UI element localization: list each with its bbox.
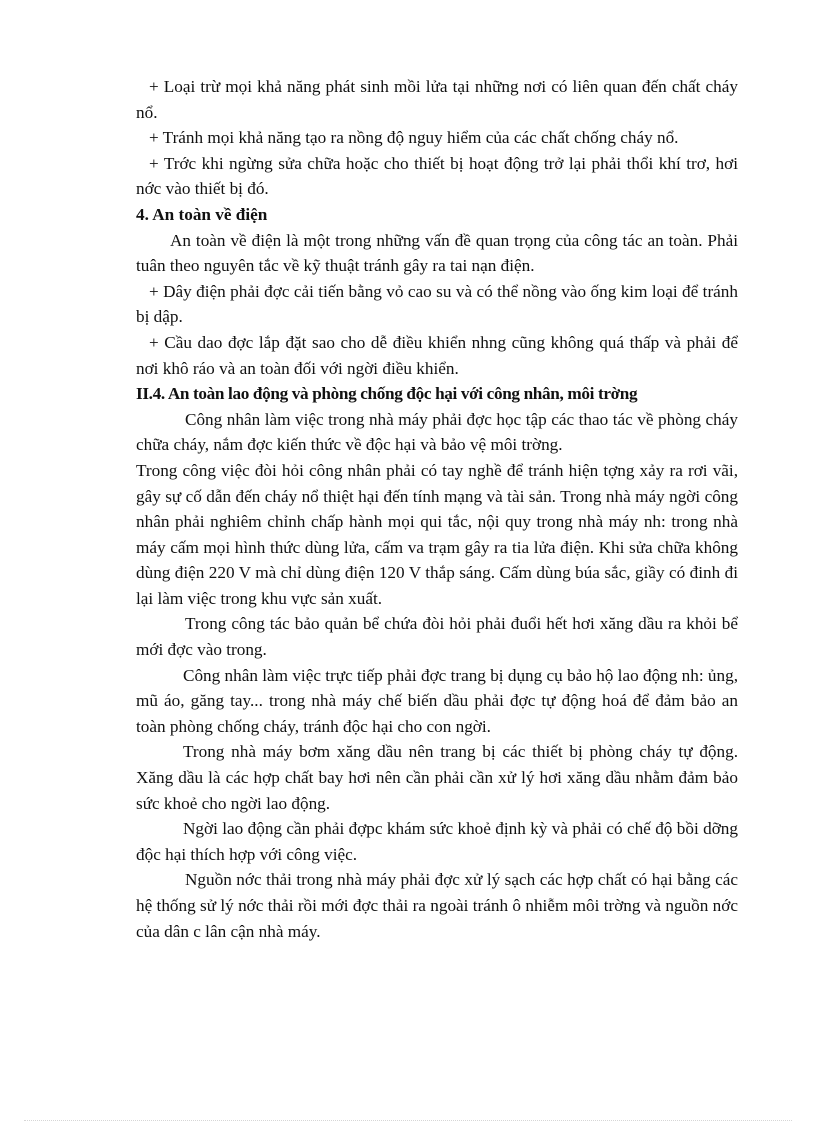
electric-safety-paragraph: An toàn về điện là một trong những vấn đề quan trọng của công tác an toàn. Phải tuân theo nguyên tắc về kỹ thuật tránh gây ra tai nạn điện. [136,230,738,276]
labor-paragraph-training: Công nhân làm việc trong nhà máy phải đợc học tập các thao tác về phòng cháy chữa cháy, nắm đợc kiến thức về độc hại và bảo vệ môi trờng. [136,409,738,455]
bullet-eliminate-ignition: + Loại trừ mọi khả năng phát sinh mồi lửa tại những nơi có liên quan đến chất cháy nổ. [136,77,738,122]
section-heading-electric-safety: 4. An toàn về điện [136,204,268,224]
bullet-electric-wire: + Dây điện phải đợc cải tiến bằng vỏ cao su và có thể nồng vào ống kim loại để tránh bị dập. [136,281,738,327]
page-content [136,74,738,944]
bullet-inert-gas-purge: + Trớc khi ngừng sửa chữa hoặc cho thiết bị hoạt động trở lại phải thổi khí trơ, hơi nớc vào thiết bị đó. [136,153,738,199]
bullet-circuit-breaker: + Cầu dao đợc lắp đặt sao cho dễ điều khiển nhng cũng không quá thấp và phải để nơi khô ráo và an toàn đối với ngời điều khiển. [136,332,738,378]
labor-paragraph-rules: Trong công việc đòi hỏi công nhân phải có tay nghề để tránh hiện tợng xảy ra rơi vãi, gây sự cố dẫn đến cháy nổ thiệt hại đến tính mạng và tài sản. Trong nhà máy ngời công nhân phải nghiêm chỉnh chấp hành mọi qui tắc, nội quy trong nhà máy nh: trong nhà máy cấm mọi hình thức dùng lửa, cấm va trạm gây ra tia lửa điện. Khi sửa chữa không dùng điện 220 V mà chỉ dùng điện 120 V thắp sáng. Cấm dùng búa sắc, giầy có đinh đi lại làm việc trong khu vực sản xuất. [136,460,738,608]
section-heading-labor-safety: II.4. An toàn lao động và phòng chống độc hại với công nhân, môi trờng [136,384,638,404]
labor-paragraph-protective-equipment: Công nhân làm việc trực tiếp phải đợc trang bị dụng cụ bảo hộ lao động nh: ủng, mũ áo, găng tay... trong nhà máy chế biến dầu phải đợc tự động hoá để đảm bảo an toàn phòng chống cháy, tránh độc hại cho con ngời. [136,665,738,736]
bullet-avoid-dangerous-concentration: + Tránh mọi khả năng tạo ra nồng độ nguy hiểm của các chất chống cháy nổ. [149,128,679,148]
page-bottom-divider [24,1120,792,1121]
labor-paragraph-pump-station: Trong nhà máy bơm xăng dầu nên trang bị các thiết bị phòng cháy tự động. Xăng dầu là các hợp chất bay hơi nên cần phải cần xử lý hơi xăng dầu nhằm đảm bảo sức khoẻ cho ngời lao động. [136,742,738,813]
labor-paragraph-wastewater: Nguồn nớc thải trong nhà máy phải đợc xử lý sạch các hợp chất có hại bằng các hệ thống sử lý nớc thải rồi mới đợc thải ra ngoài tránh ô nhiễm môi trờng và nguồn nớc của dân c lân cận nhà máy. [136,870,738,941]
labor-paragraph-tank-storage: Trong công tác bảo quản bể chứa đòi hỏi phải đuổi hết hơi xăng dầu ra khỏi bể mới đợc vào trong. [136,614,738,660]
labor-paragraph-health-check: Ngời lao động cần phải đợpc khám sức khoẻ định kỳ và phải có chế độ bồi dỡng độc hại thích hợp với công việc. [136,819,738,864]
